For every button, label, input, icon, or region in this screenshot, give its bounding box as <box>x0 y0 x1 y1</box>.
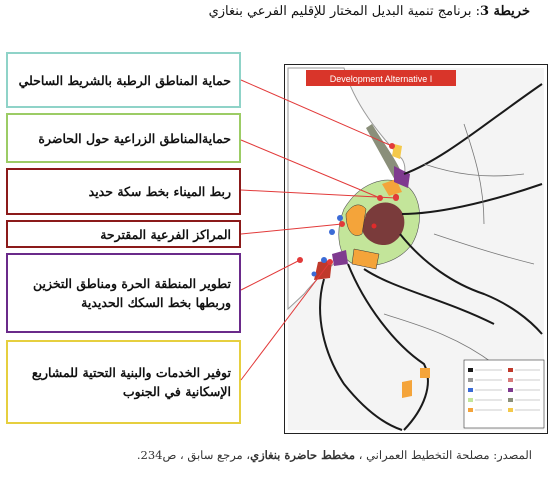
connector-dot <box>339 221 345 227</box>
map-banner-text: Development Alternative I <box>329 74 433 84</box>
caption-text: : برنامج تنمية البديل المختار للإقليم الفرعي بنغازي <box>208 4 480 19</box>
callout-text: المراكز الفرعية المقترحة <box>100 226 231 242</box>
source-title: مخطط حاضرة بنغازي <box>250 448 356 462</box>
callout-text: تطوير المنطقة الحرة ومناطق التخزين وربطها بخط السكك الحديدية <box>32 276 231 310</box>
connector-dot <box>389 143 395 149</box>
source-suffix: ، مرجع سابق ، ص234. <box>136 448 251 462</box>
connector-dot <box>393 195 399 201</box>
callout-text: حماية المناطق الرطبة بالشريط الساحلي <box>18 72 231 88</box>
callout-text: توفير الخدمات والبنية التحتية للمشاريع الإسكانية في الجنوب <box>31 365 231 399</box>
callout-text: حمايةالمناطق الزراعية حول الحاضرة <box>38 130 231 146</box>
connector-dot <box>377 195 383 201</box>
connector-dot <box>327 259 333 265</box>
source-note <box>12 448 532 462</box>
caption-label: خريطة 3 <box>479 4 530 19</box>
source-prefix: المصدر: مصلحة التخطيط العمراني ، <box>355 448 532 462</box>
callout-text: ربط الميناء بخط سكة حديد <box>88 184 231 199</box>
connector-dot <box>297 257 303 263</box>
